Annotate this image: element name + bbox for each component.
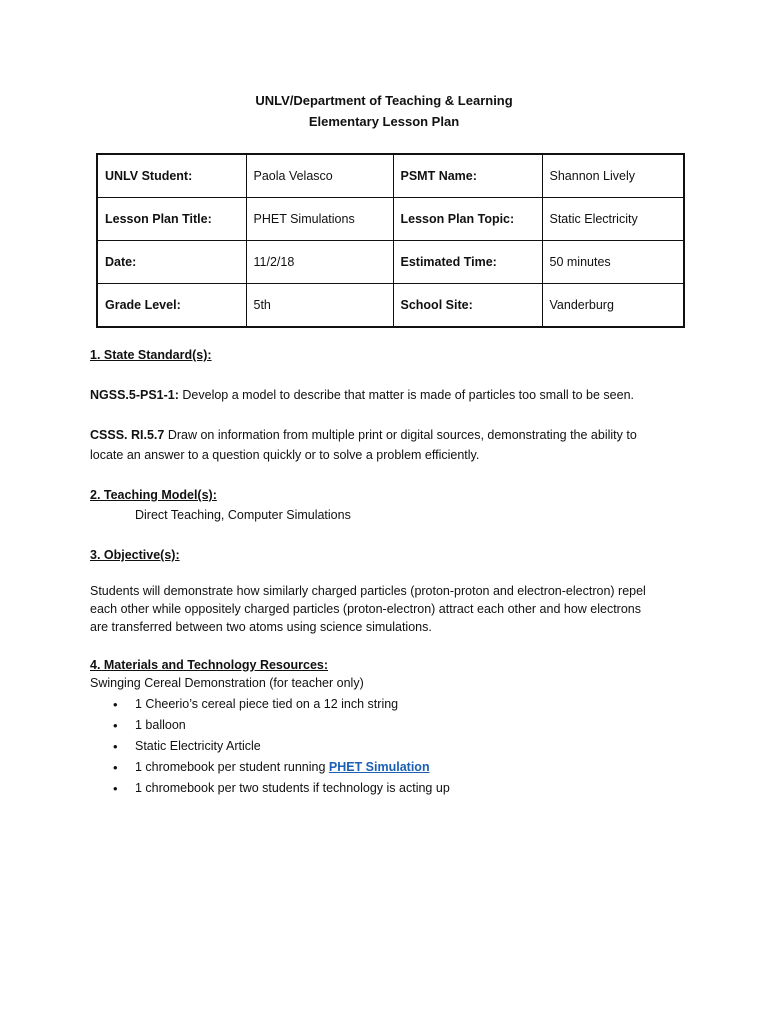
document-subtitle: Elementary Lesson Plan <box>308 114 460 129</box>
section-heading-objectives: 3. Objective(s): <box>90 548 180 562</box>
bullet-icon: • <box>113 718 118 733</box>
objective-line: each other while oppositely charged particles (proton-electron) attract each other and how electrons <box>90 602 642 616</box>
table-label: PSMT Name: <box>393 154 542 198</box>
teaching-model-text: Direct Teaching, Computer Simulations <box>135 508 351 522</box>
table-value: 5th <box>246 284 393 328</box>
table-label: Estimated Time: <box>393 241 542 284</box>
bullet-icon: • <box>113 760 118 775</box>
section-heading-materials: 4. Materials and Technology Resources: <box>90 658 329 672</box>
table-label: Lesson Plan Title: <box>97 198 246 241</box>
csss-text: Draw on information from multiple print or digital sources, demonstrating the ability to <box>164 428 637 442</box>
list-item: • 1 chromebook per two students if technology is acting up <box>90 778 690 799</box>
table-value: Vanderburg <box>542 284 684 328</box>
ngss-code: NGSS.5-PS1-1: <box>90 388 179 402</box>
section-heading-teaching-model: 2. Teaching Model(s): <box>90 488 217 502</box>
list-item: • 1 Cheerio’s cereal piece tied on a 12 inch string <box>90 694 690 715</box>
document-title: UNLV/Department of Teaching & Learning <box>255 93 513 108</box>
phet-simulation-link[interactable]: PHET Simulation <box>328 760 430 774</box>
lesson-info-table <box>96 153 685 328</box>
table-value: 50 minutes <box>542 241 684 284</box>
materials-subheading: Swinging Cereal Demonstration (for teacher only) <box>90 676 364 690</box>
table-value: 11/2/18 <box>246 241 393 284</box>
ngss-text: Develop a model to describe that matter is made of particles too small to be seen. <box>178 388 635 402</box>
section-heading-state-standards: 1. State Standard(s): <box>90 348 212 362</box>
bullet-icon: • <box>113 739 118 754</box>
bullet-icon: • <box>113 781 118 796</box>
materials-list <box>90 694 690 799</box>
objective-line: are transferred between two atoms using science simulations. <box>90 620 432 634</box>
table-value: Paola Velasco <box>246 154 393 198</box>
table-row <box>97 241 684 284</box>
list-item: • Static Electricity Article <box>90 736 690 757</box>
ngss-standard <box>90 386 680 405</box>
table-label: Date: <box>97 241 246 284</box>
list-item: • 1 balloon <box>90 715 690 736</box>
table-label: UNLV Student: <box>97 154 246 198</box>
list-item: • 1 chromebook per student running PHET Simulation <box>90 757 690 778</box>
table-label: Lesson Plan Topic: <box>393 198 542 241</box>
table-label: School Site: <box>393 284 542 328</box>
csss-code: CSSS. RI.5.7 <box>90 428 165 442</box>
table-label: Grade Level: <box>97 284 246 328</box>
bullet-icon: • <box>113 697 118 712</box>
csss-text-continued: locate an answer to a question quickly or to solve a problem efficiently. <box>90 448 480 462</box>
table-value: Shannon Lively <box>542 154 684 198</box>
objective-line: Students will demonstrate how similarly charged particles (proton-proton and electron-electron) repel <box>90 584 646 598</box>
csss-standard <box>90 426 680 445</box>
table-value: PHET Simulations <box>246 198 393 241</box>
table-value: Static Electricity <box>542 198 684 241</box>
table-row <box>97 284 684 328</box>
table-row <box>97 154 684 198</box>
table-row <box>97 198 684 241</box>
